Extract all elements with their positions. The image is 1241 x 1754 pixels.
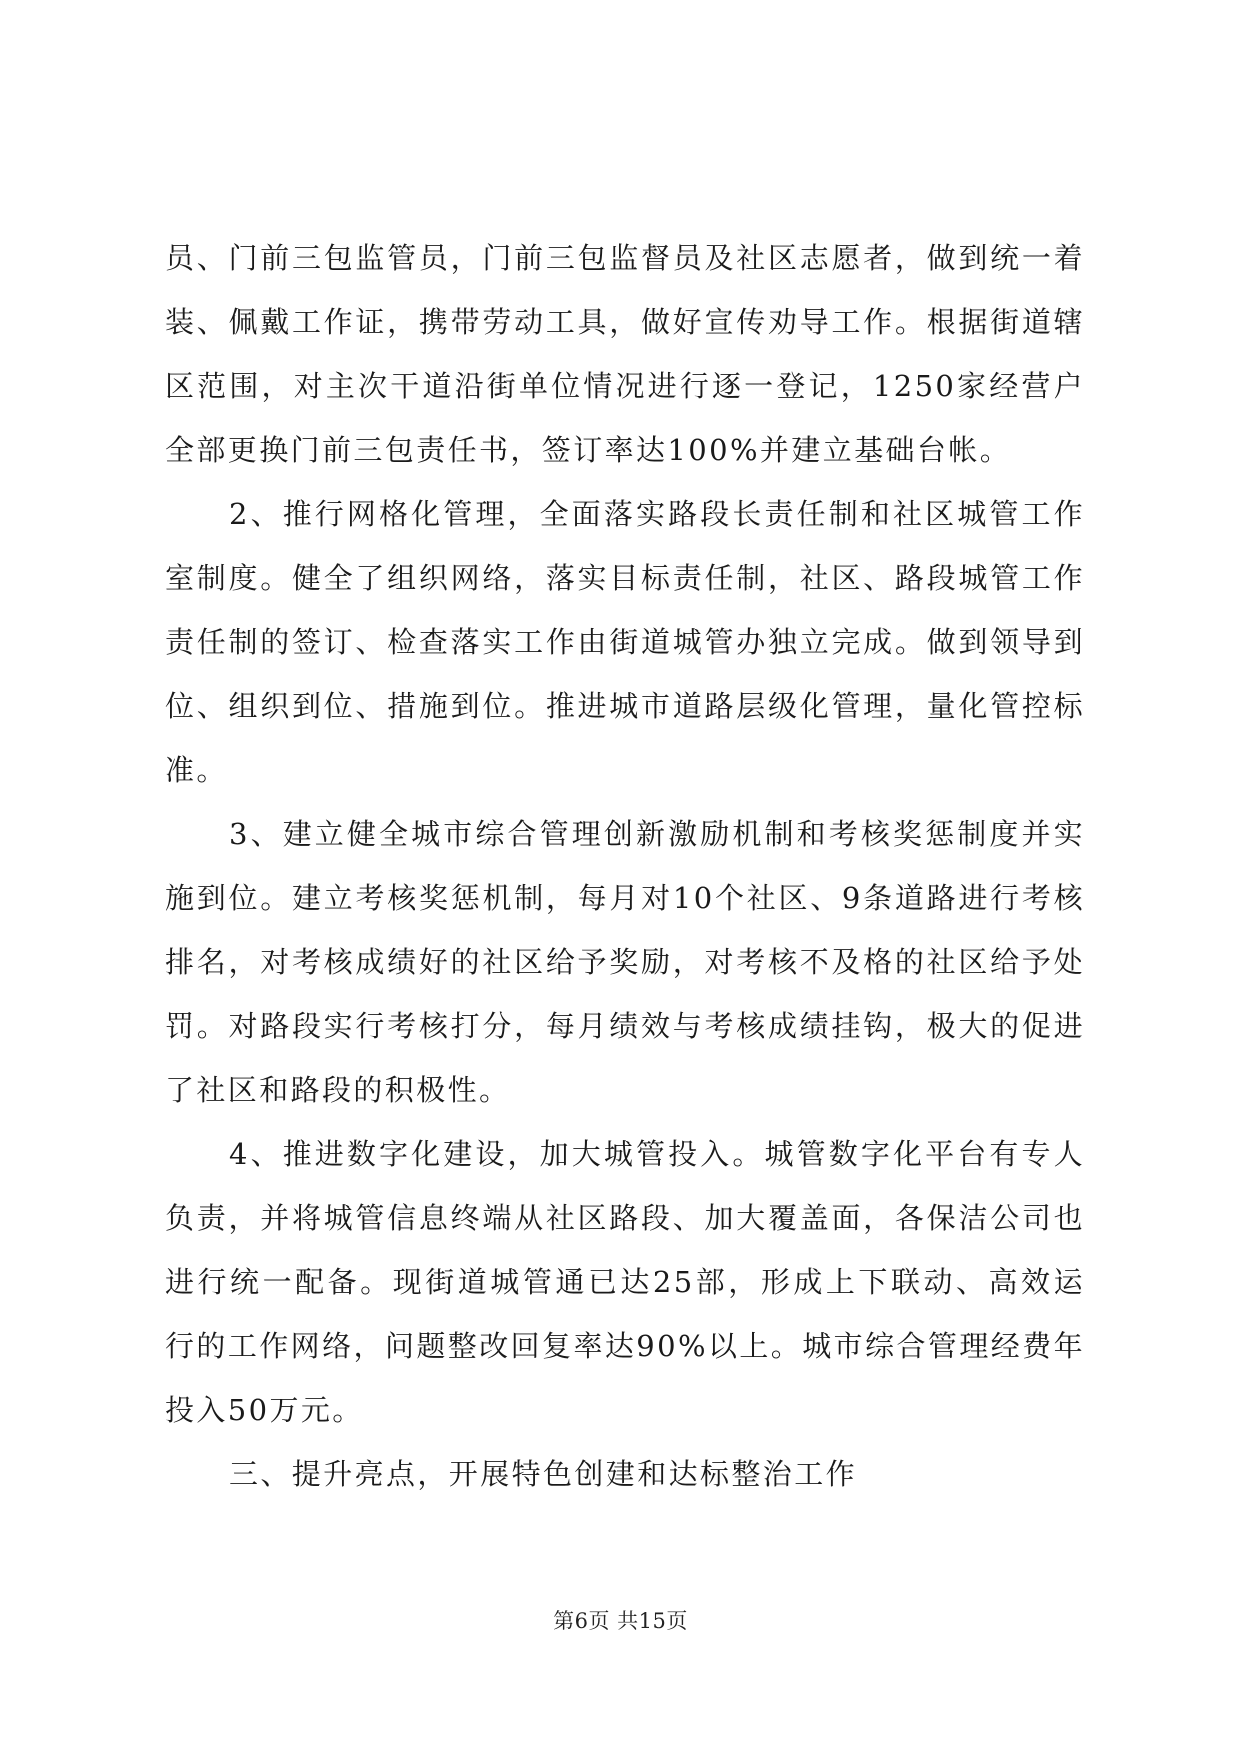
- page-number-footer: 第6页 共15页: [553, 1609, 688, 1633]
- paragraph-item-2: 2、推行网格化管理，全面落实路段长责任制和社区城管工作室制度。健全了组织网络，落实目标责任制，社区、路段城管工作责任制的签订、检查落实工作由街道城管办独立完成。做到领导到位、组织到位、措施到位。推进城市道路层级化管理，量化管控标准。: [165, 497, 1085, 787]
- paragraph-item-4: 4、推进数字化建设，加大城管投入。城管数字化平台有专人负责，并将城管信息终端从社区路段、加大覆盖面，各保洁公司也进行统一配备。现街道城管通已达25部，形成上下联动、高效运行的工作网络，问题整改回复率达90%以上。城市综合管理经费年投入50万元。: [165, 1137, 1085, 1427]
- paragraph-item-3: 3、建立健全城市综合管理创新激励机制和考核奖惩制度并实施到位。建立考核奖惩机制，每月对10个社区、9条道路进行考核排名，对考核成绩好的社区给予奖励，对考核不及格的社区给予处罚。对路段实行考核打分，每月绩效与考核成绩挂钩，极大的促进了社区和路段的积极性。: [165, 817, 1085, 1107]
- document-body: [165, 226, 1085, 1506]
- section-heading-3: 三、提升亮点，开展特色创建和达标整治工作: [229, 1457, 858, 1491]
- paragraph-continued: 员、门前三包监管员，门前三包监督员及社区志愿者，做到统一着装、佩戴工作证，携带劳动工具，做好宣传劝导工作。根据街道辖区范围，对主次干道沿街单位情况进行逐一登记，1250家经营户全部更换门前三包责任书，签订率达100%并建立基础台帐。: [165, 241, 1085, 467]
